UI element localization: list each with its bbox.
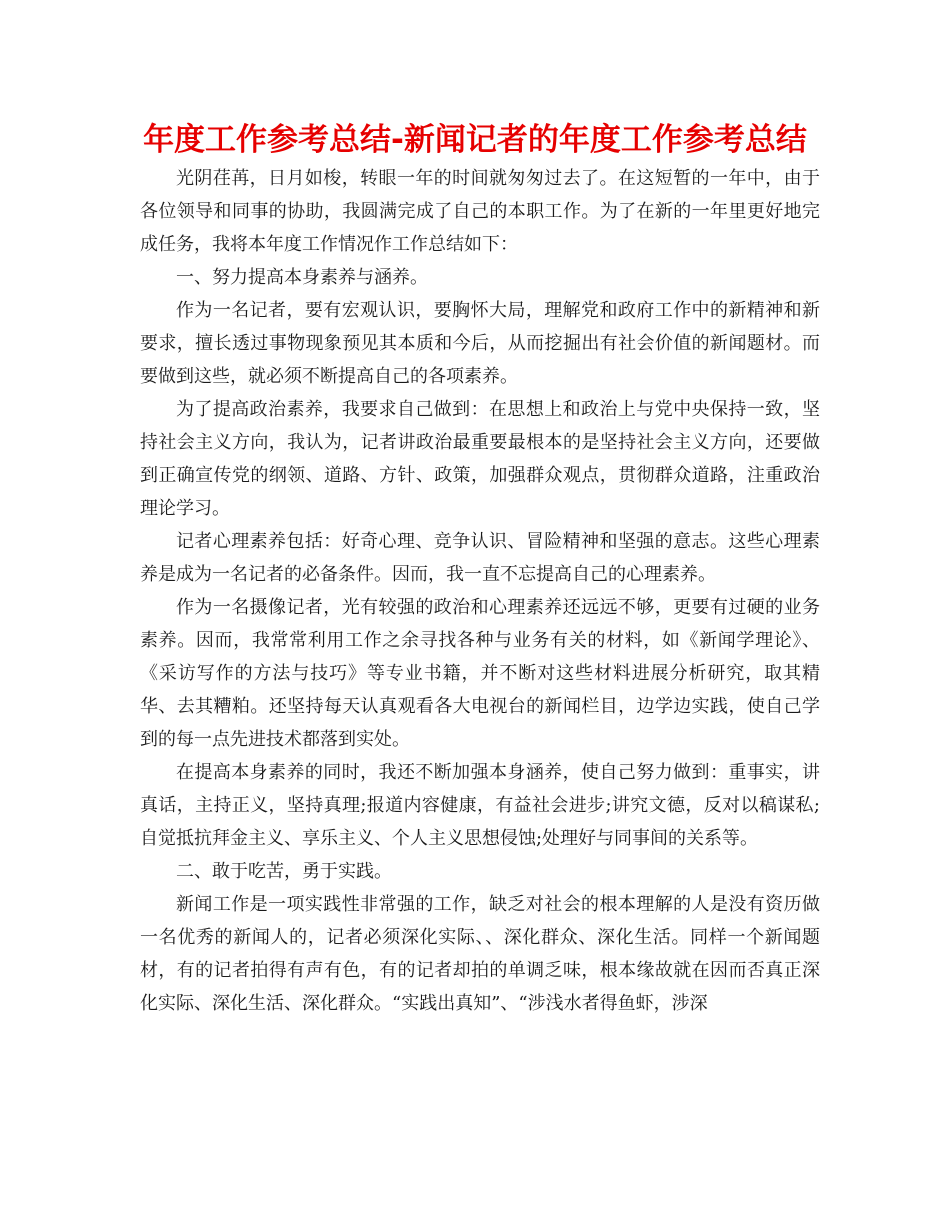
paragraph: 记者心理素养包括：好奇心理、竞争认识、冒险精神和坚强的意志。这些心理素养是成为一名记者的必备条件。因而，我一直不忘提高自己的心理素养。	[140, 531, 820, 585]
paragraph: 光阴荏苒，日月如梭，转眼一年的时间就匆匆过去了。在这短暂的一年中，由于各位领导和同事的协助，我圆满完成了自己的本职工作。为了在新的一年里更好地完成任务，我将本年度工作情况作工作总结如下：	[140, 168, 820, 255]
paragraph: 新闻工作是一项实践性非常强的工作，缺乏对社会的根本理解的人是没有资历做一名优秀的新闻人的，记者必须深化实际、、深化群众、深化生活。同样一个新闻题材，有的记者拍得有声有色，有的记者却拍的单调乏味，根本缘故就在因而否真正深化实际、深化生活、深化群众。“实践出真知”、“涉浅水者得鱼虾，涉深	[140, 894, 820, 1014]
section-heading: 二、敢于吃苦，勇于实践。	[176, 861, 392, 882]
paragraph: 作为一名摄像记者，光有较强的政治和心理素养还远远不够，更要有过硬的业务素养。因而，我常常利用工作之余寻找各种与业务有关的材料，如《新闻学理论》、《采访写作的方法与技巧》等专业书籍，并不断对这些材料进展分析研究，取其精华、去其糟粕。还坚持每天认真观看各大电视台的新闻栏目，边学边实践，使自己学到的每一点先进技术都落到实处。	[140, 597, 820, 750]
paragraph: 为了提高政治素养，我要求自己做到：在思想上和政治上与党中央保持一致，坚持社会主义方向，我认为，记者讲政治最重要最根本的是坚持社会主义方向，还要做到正确宣传党的纲领、道路、方针、政策，加强群众观点，贯彻群众道路，注重政治理论学习。	[140, 399, 820, 519]
paragraph: 作为一名记者，要有宏观认识，要胸怀大局，理解党和政府工作中的新精神和新要求，擅长透过事物现象预见其本质和今后，从而挖掘出有社会价值的新闻题材。而要做到这些，就必须不断提高自己的各项素养。	[140, 300, 820, 387]
document-body	[140, 162, 820, 1020]
document-title: 年度工作参考总结-新闻记者的年度工作参考总结	[143, 122, 807, 158]
section-heading: 一、努力提高本身素养与涵养。	[176, 267, 428, 288]
paragraph: 在提高本身素养的同时，我还不断加强本身涵养，使自己努力做到：重事实，讲真话，主持正义，坚持真理;报道内容健康，有益社会进步;讲究文德，反对以稿谋私;自觉抵抗拜金主义、享乐主义、个人主义思想侵蚀;处理好与同事间的关系等。	[140, 762, 820, 849]
